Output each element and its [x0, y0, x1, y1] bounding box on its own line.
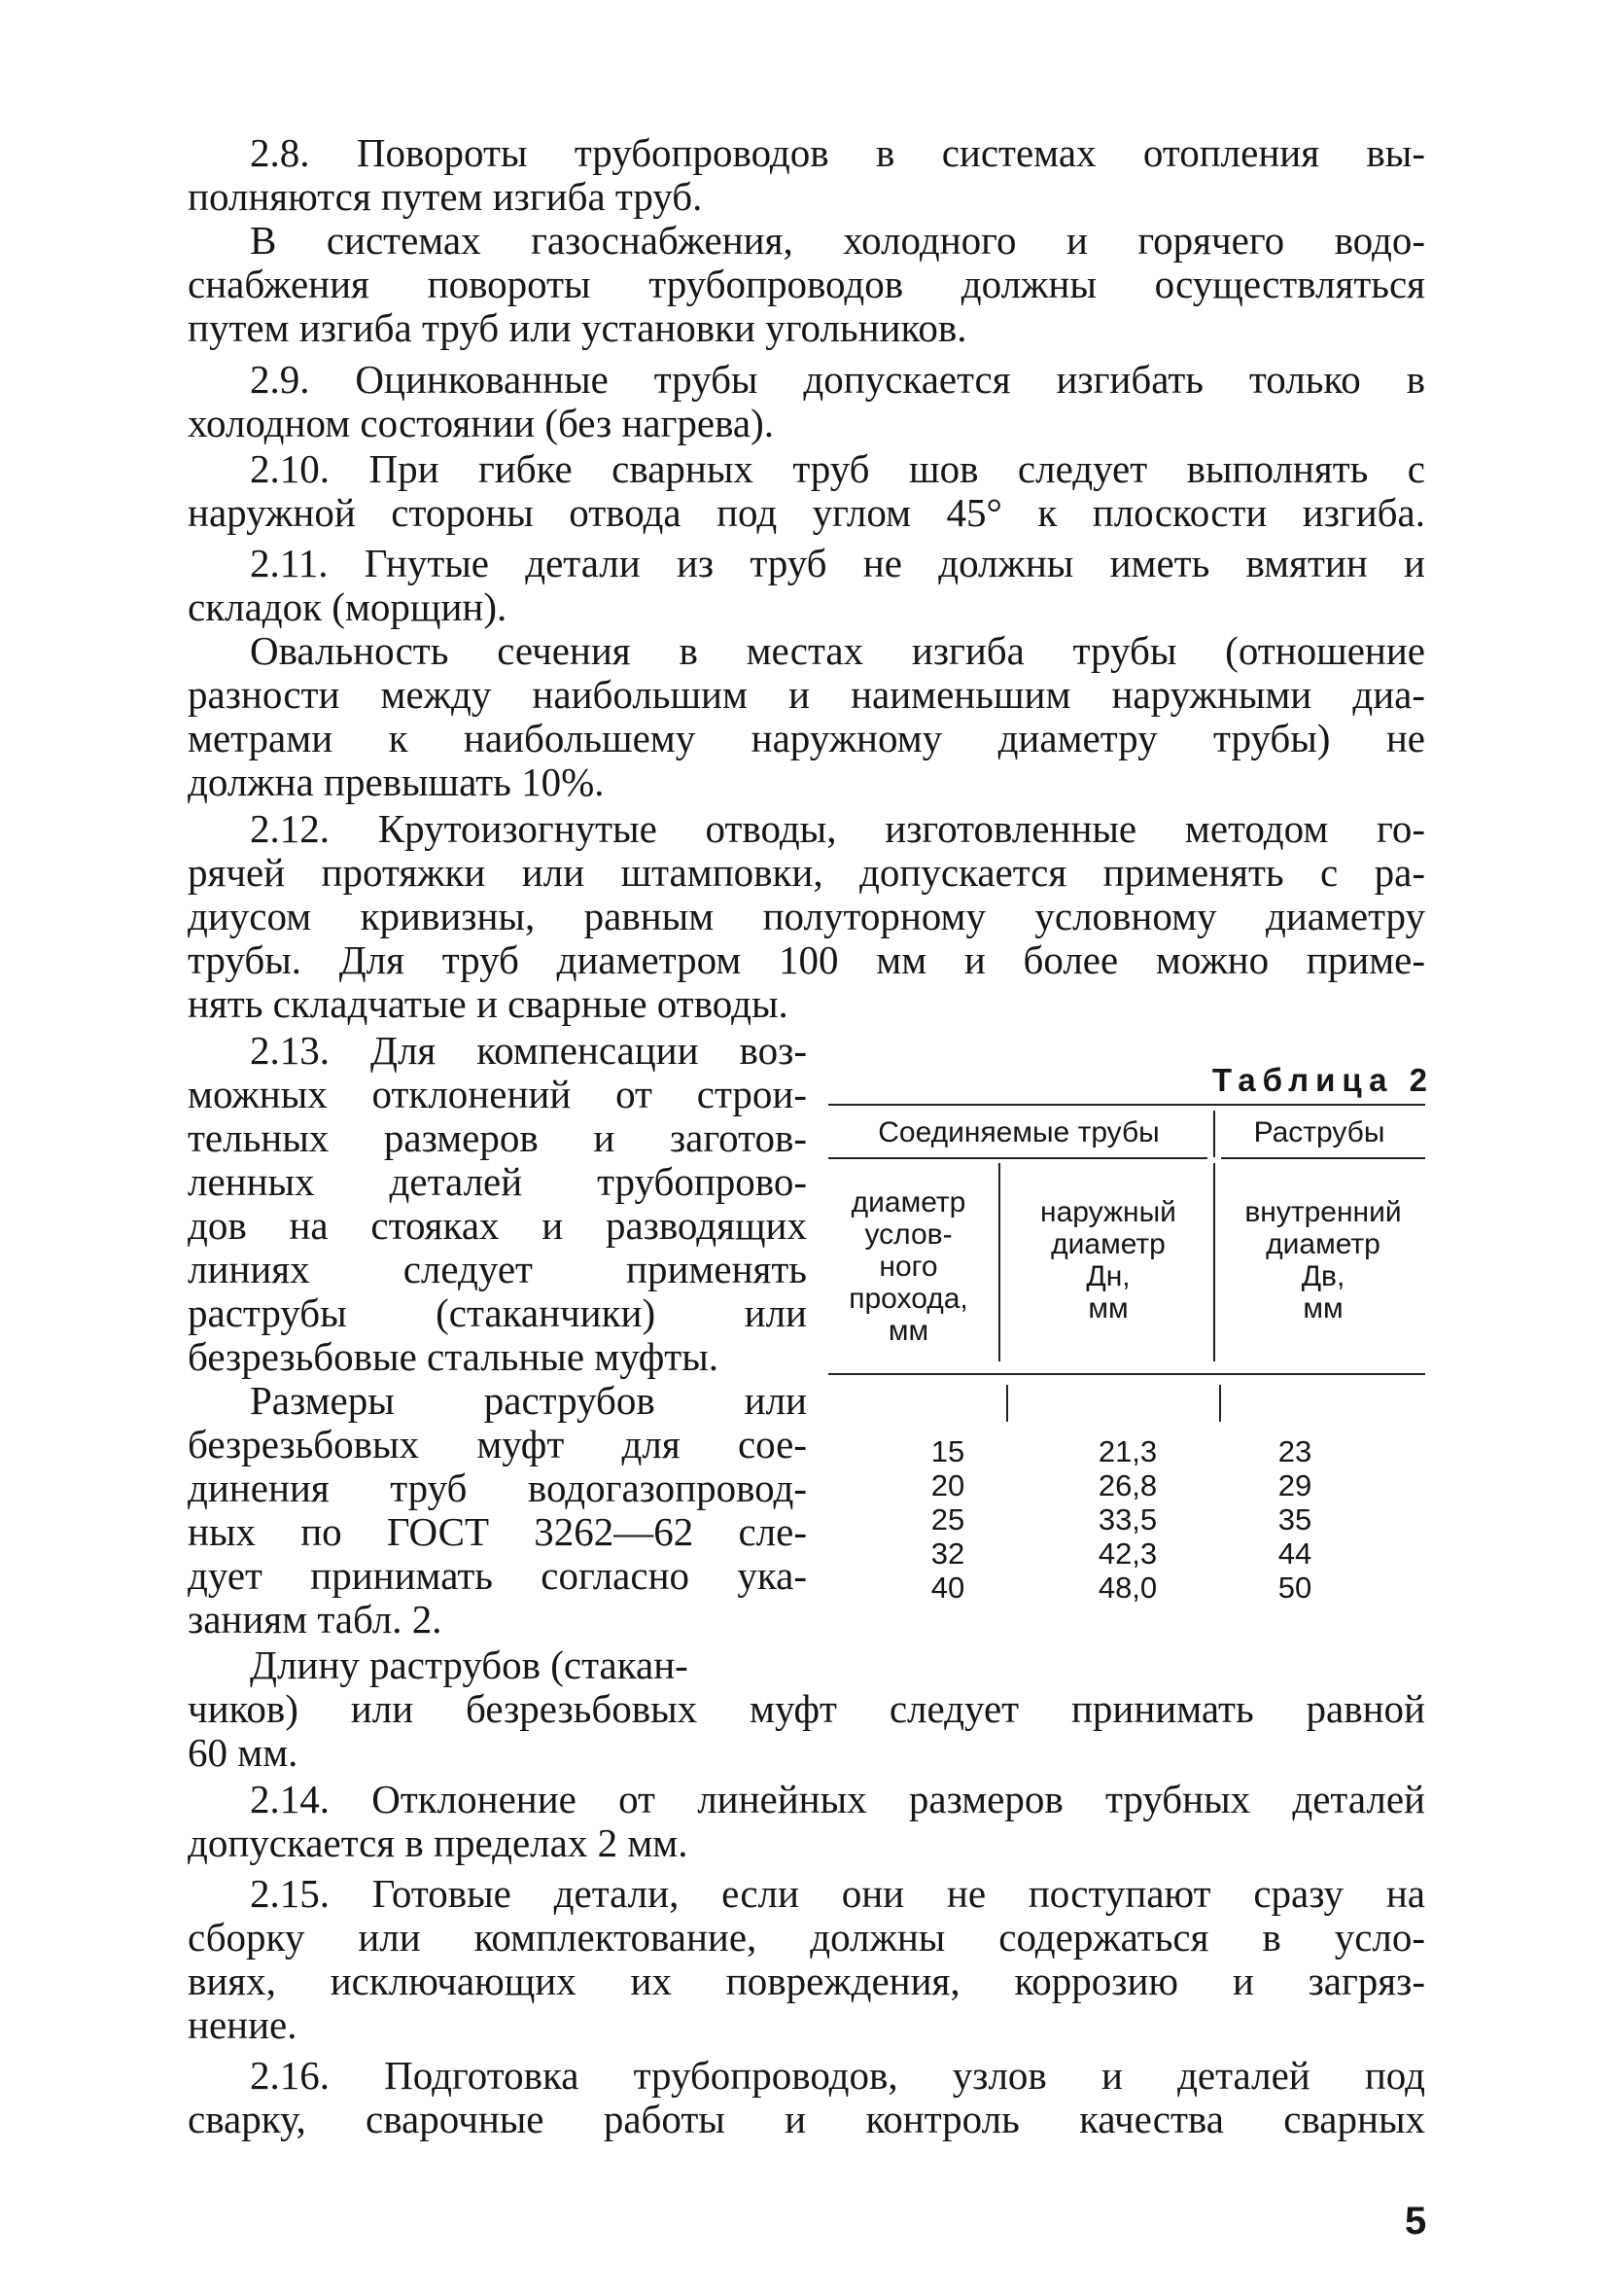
text-line: линиях следует применять	[188, 1247, 807, 1291]
text-line: 2.16. Подготовка трубопроводов, узлов и деталей под	[250, 2053, 1425, 2098]
table-cell: 48,0	[1098, 1571, 1158, 1605]
text-line: путем изгиба труб или установки угольников.	[188, 305, 967, 350]
text-line: сборку или комплектование, должны содержаться в усло-	[188, 1915, 1425, 1960]
text-line: можных отклонений от строи-	[188, 1072, 807, 1116]
text-line: ных по ГОСТ 3262—62 сле-	[188, 1509, 807, 1554]
table-cell: 25	[930, 1502, 965, 1537]
text-line: 2.10. При гибке сварных труб шов следует выполнять с	[250, 446, 1425, 491]
text-line: 2.11. Гнутые детали из труб не должны иметь вмятин и	[250, 541, 1425, 585]
text-line: снабжения повороты трубопроводов должны осуществляться	[188, 262, 1425, 306]
header-line: ного	[879, 1251, 938, 1283]
text-line: нение.	[188, 2002, 297, 2047]
text-line: раструбы (стаканчики) или	[188, 1290, 807, 1335]
table-caption: Таблица 2	[1211, 1062, 1434, 1098]
text-line: дов на стояках и разводящих	[188, 1203, 807, 1248]
table-divider	[1219, 1385, 1221, 1422]
table-column-inner	[1222, 1434, 1368, 1605]
text-line: тельных размеров и заготов-	[188, 1115, 807, 1160]
header-line: мм	[888, 1315, 929, 1347]
text-line: допускается в пределах 2 мм.	[188, 1820, 688, 1865]
text-line: Размеры раструбов или	[250, 1378, 807, 1423]
header-line: Дн,	[1086, 1260, 1131, 1292]
table-divider	[1006, 1385, 1008, 1422]
header-line: диаметр	[1051, 1228, 1166, 1260]
header-joined-pipes: Соединяемые трубы	[878, 1116, 1160, 1148]
header-line: диаметр	[851, 1186, 966, 1219]
text-line: должна превышать 10%.	[188, 759, 605, 804]
text-line: складок (морщин).	[188, 584, 507, 629]
table-group-rule	[828, 1157, 1207, 1159]
table-group-rule	[1221, 1157, 1425, 1159]
text-line: ленных деталей трубопрово-	[188, 1159, 807, 1204]
text-line: динения труб водогазопровод-	[188, 1466, 807, 1510]
column-header-nominal-diameter	[819, 1186, 998, 1347]
table-top-rule	[828, 1104, 1425, 1106]
text-line: 2.13. Для компенсации воз-	[250, 1028, 807, 1073]
text-line: безрезьбовые стальные муфты.	[188, 1334, 718, 1379]
text-line: метрами к наибольшему наружному диаметру трубы) не	[188, 716, 1425, 760]
header-line: мм	[1088, 1292, 1129, 1325]
text-line: сварку, сварочные работы и контроль качества сварных	[188, 2097, 1425, 2141]
text-line: Овальность сечения в местах изгиба трубы (отношение	[250, 628, 1425, 673]
table-cell: 44	[1277, 1537, 1312, 1571]
table-cell: 42,3	[1098, 1537, 1158, 1571]
text-line: 2.8. Повороты трубопроводов в системах отопления вы-	[250, 130, 1425, 175]
text-line: 2.14. Отклонение от линейных размеров трубных деталей	[250, 1777, 1425, 1821]
table-cell: 33,5	[1098, 1502, 1158, 1537]
table-cell: 23	[1277, 1434, 1312, 1468]
text-line: нять складчатые и сварные отводы.	[188, 981, 788, 1026]
header-line: Дв,	[1301, 1260, 1345, 1292]
table-cell: 15	[930, 1434, 965, 1468]
table-header-rule	[828, 1373, 1425, 1375]
page-number: 5	[1405, 2200, 1427, 2243]
header-sockets: Раструбы	[1253, 1116, 1385, 1148]
text-line: заниям табл. 2.	[188, 1597, 442, 1642]
table-column-nominal	[875, 1434, 1021, 1605]
header-line: прохода,	[849, 1283, 968, 1315]
column-header-inner-diameter	[1215, 1196, 1431, 1325]
header-line: внутренний	[1244, 1196, 1402, 1228]
text-line: безрезьбовых муфт для сое-	[188, 1422, 807, 1466]
text-line: виях, исключающих их повреждения, коррозию и загряз-	[188, 1959, 1425, 2003]
text-line: разности между наибольшим и наименьшим наружными диа-	[188, 672, 1425, 717]
text-line: 2.15. Готовые детали, если они не поступают сразу на	[250, 1871, 1425, 1916]
text-line: рячей протяжки или штамповки, допускается применять с ра-	[188, 850, 1425, 895]
text-line: полняются путем изгиба труб.	[188, 174, 703, 219]
header-line: мм	[1303, 1292, 1344, 1325]
table-cell: 35	[1277, 1502, 1312, 1537]
table-cell: 29	[1277, 1468, 1312, 1502]
table-cell: 21,3	[1098, 1434, 1158, 1468]
text-line: холодном состоянии (без нагрева).	[188, 401, 775, 445]
column-header-outer-diameter	[1005, 1196, 1211, 1325]
table-divider	[1213, 1111, 1215, 1157]
table-cell: 50	[1277, 1571, 1312, 1605]
text-line: 2.12. Крутоизогнутые отводы, изготовленные методом го-	[250, 806, 1425, 851]
text-line: 2.9. Оцинкованные трубы допускается изгибать только в	[250, 357, 1425, 402]
header-line: диаметр	[1266, 1228, 1380, 1260]
table-column-outer	[1055, 1434, 1201, 1605]
table-cell: 40	[930, 1571, 965, 1605]
header-line: наружный	[1040, 1196, 1176, 1228]
table-divider	[998, 1163, 1000, 1361]
table-cell: 32	[930, 1537, 965, 1571]
text-line: Длину раструбов (стакан-	[250, 1643, 688, 1687]
text-line: наружной стороны отвода под углом 45° к плоскости изгиба.	[188, 490, 1425, 535]
table-cell: 26,8	[1098, 1468, 1158, 1502]
text-line: 60 мм.	[188, 1730, 298, 1775]
text-line: чиков) или безрезьбовых муфт следует принимать равной	[188, 1686, 1425, 1731]
text-line: В системах газоснабжения, холодного и горячего водо-	[250, 218, 1425, 263]
text-line: дует принимать согласно ука-	[188, 1553, 807, 1598]
header-line: услов-	[864, 1219, 953, 1251]
text-line: трубы. Для труб диаметром 100 мм и более можно приме-	[188, 937, 1425, 982]
table-cell: 20	[930, 1468, 965, 1502]
text-line: диусом кривизны, равным полуторному условному диаметру	[188, 894, 1425, 938]
